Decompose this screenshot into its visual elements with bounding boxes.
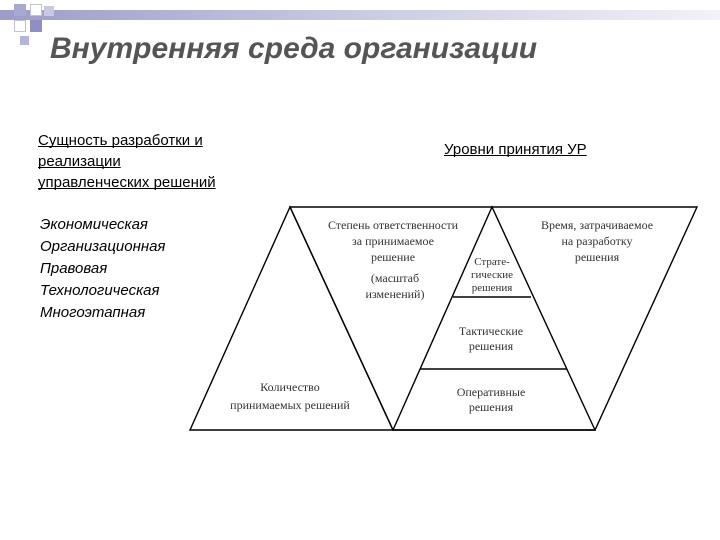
svg-text:гические: гические (470, 269, 514, 281)
responsibility-label (328, 218, 459, 301)
svg-text:Степень ответственности: Степень ответственности (327, 218, 459, 232)
quantity-label (230, 380, 350, 412)
svg-text:принимаемых решений: принимаемых решений (230, 398, 350, 412)
operational-label (457, 385, 526, 414)
svg-text:Время, затрачиваемое: Время, затрачиваемое (540, 218, 654, 232)
svg-text:(масштаб: (масштаб (370, 271, 420, 285)
svg-text:изменений): изменений) (365, 287, 425, 301)
svg-text:решения: решения (468, 400, 514, 414)
list-item: Организационная (40, 238, 166, 255)
svg-text:решения: решения (468, 339, 514, 353)
tactical-label (459, 324, 523, 353)
svg-text:за принимаемое: за принимаемое (352, 234, 434, 248)
strategic-label (471, 256, 513, 294)
svg-text:Тактические: Тактические (458, 324, 524, 338)
essence-heading-line-1: Сущность разработки и (38, 132, 203, 149)
list-item: Экономическая (40, 216, 148, 233)
svg-text:решения: решения (574, 250, 620, 264)
svg-text:решения: решения (471, 282, 513, 294)
list-item: Правовая (40, 260, 108, 277)
decision-levels-heading: Уровни принятия УР (444, 141, 587, 158)
essence-heading-line-3: управленческих решений (38, 174, 216, 191)
list-item: Многоэтапная (40, 304, 146, 321)
list-item: Технологическая (40, 282, 160, 299)
svg-text:Оперативные: Оперативные (456, 385, 526, 399)
svg-text:Количество: Количество (260, 380, 320, 394)
page-title: Внутренняя среда организации (50, 32, 538, 65)
svg-text:решение: решение (370, 250, 416, 264)
svg-text:Страте-: Страте- (474, 256, 510, 268)
essence-heading-line-2: реализации (38, 153, 121, 170)
svg-text:на разработку: на разработку (561, 234, 633, 248)
time-label (541, 218, 653, 264)
